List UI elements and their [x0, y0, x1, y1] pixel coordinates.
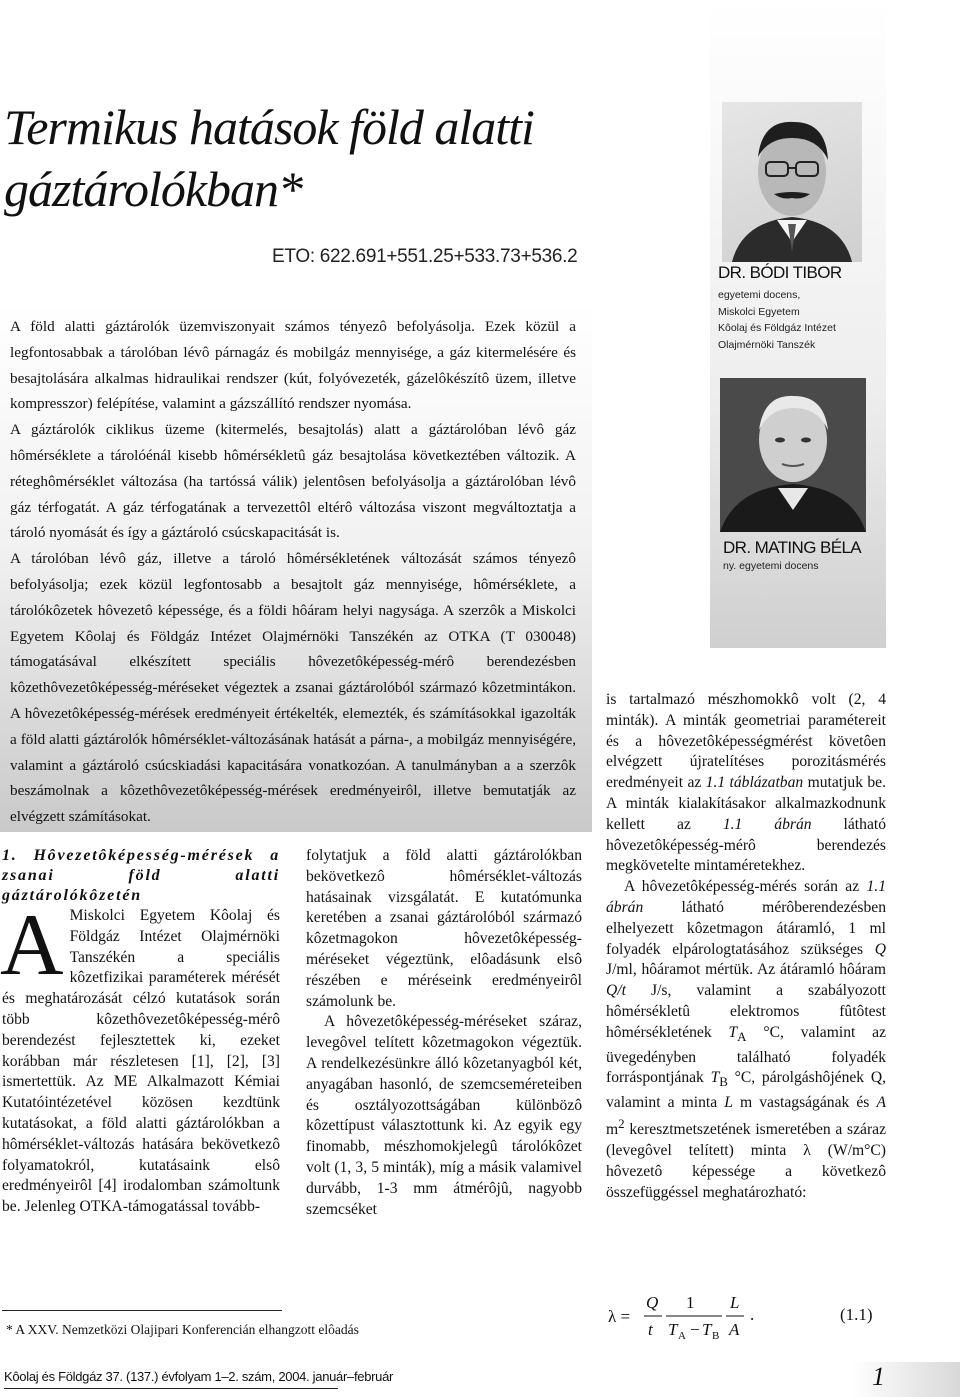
drop-cap: A — [0, 897, 64, 994]
formula-1-1 — [606, 1290, 886, 1344]
abstract-paragraph-2: A gáztárolók ciklikus üzeme (kitermelés, besajtolás) alatt a gáztárolóban lévô gáz hômérséklete a tárolóénál kisebb hômérsékletû gáz besajtolása következtében változik. A réteghômérséklet változása (ha tartóssá válik) jelentôsen befolyásolja a gáztárolóban lévô gáz térfogatát. A gáz térfogatának a tervezettôl eltérô változása viszont megváltoztatja a tároló nyomását és így a gáztároló csúcskapacitását is. — [10, 421, 576, 542]
eto-code: ETO: 622.691+551.25+533.73+536.2 — [272, 246, 578, 267]
figure-reference: 1.1 ábrán — [722, 815, 812, 833]
text-run: látható hôvezetôképesség-mérô berendezés megkövetelte mintaméretekhez. — [606, 815, 886, 875]
author-photo-bodi — [722, 102, 862, 262]
column-2-paragraph-1: folytatjuk a föld alatti gáztárolókban bekövetkezô hômérséklet-változás hatásainak vizsgálatát. E kutatómunka keretében a zsanai gáztárolóból származó kôzetmagokon hôvezetôképesség-méréseket végeztünk, elôadásunk elsô részében e méréseink eredményeirôl számolunk be. — [306, 847, 582, 1010]
page-number: 1 — [872, 1362, 885, 1391]
text-run: mutatjuk be. A minták kialakításakor alkalmazkodnunk kellett az — [606, 774, 886, 833]
table-reference: 1.1 táblázatban — [705, 774, 804, 792]
author-1-title: egyetemi docens, — [718, 289, 801, 301]
symbol-tb-sub: B — [719, 1074, 728, 1090]
author-1-institute: Kôolaj és Földgáz Intézet — [718, 322, 836, 334]
text-run: °C, valamint az üvegedényben található folyadék forráspontjának — [606, 1023, 886, 1087]
formula-minus: − — [690, 1320, 700, 1339]
footnote-divider — [2, 1310, 282, 1311]
portrait-illustration-1 — [722, 102, 862, 262]
symbol-q-per-t: Q/t — [606, 982, 626, 1000]
symbol-tb: T — [710, 1069, 720, 1087]
formula-dot: . — [750, 1305, 755, 1324]
text-run: A hôvezetôképesség-mérés során az — [624, 878, 867, 896]
symbol-l: L — [724, 1094, 733, 1112]
column-1-text: Miskolci Egyetem Kôolaj és Földgáz Intézet Olajmérnöki Tanszékén a speciális kôzetfizikai paraméterek mérését és meghatározását célzó kutatások során több kôzethôvezetôképesség-mérô berendezést fejlesztettek ki, ezeket korábban már részletesen [1], [2], [3] ismertettük. Az ME Alkalmazott Kémiai Kutatóintézetével közösen kezdtünk kutatásokat, a föld alatti gáztárolókban a hômérséklet-változás hatására bekövetkezô folyamatokról, kutatásaink elsô eredményeirôl [4] irodalomban számoltunk be. Jelenleg OTKA-támogatással tovább- — [2, 907, 280, 1216]
title-line-2: gáztárolókban* — [4, 161, 303, 217]
footnote: * A XXV. Nemzetközi Olajipari Konferencián elhangzott elôadás — [6, 1322, 359, 1337]
footer-divider — [4, 1388, 338, 1389]
abstract — [10, 314, 576, 830]
page-number-bar — [852, 1362, 960, 1397]
body-column-3 — [606, 690, 886, 1204]
text-run: J/ml, hôáramot mértük. Az átáramló hôáram — [606, 961, 886, 979]
formula-l: L — [730, 1293, 740, 1312]
formula-tb: T — [702, 1320, 712, 1339]
figure-reference: 1.1 ábrán — [606, 878, 886, 916]
symbol-ta: T — [728, 1023, 738, 1041]
column-3-paragraph-2 — [606, 877, 886, 1203]
text-run: látható mérôberendezésben elhelyezett kôzetmagon átáramló, 1 ml folyadék elpárologtatásához szükséges — [606, 898, 886, 958]
author-1-university: Miskolci Egyetem — [718, 305, 800, 318]
author-1-department: Olajmérnöki Tanszék — [718, 338, 816, 351]
formula-number: (1.1) — [840, 1305, 873, 1324]
author-affiliation-1 — [718, 287, 878, 353]
title-line-1: Termikus hatások föld alatti — [4, 99, 534, 155]
formula-ta-sub: A — [678, 1330, 686, 1342]
author-affiliation-2: ny. egyetemi docens — [723, 560, 819, 572]
abstract-paragraph-3: A tárolóban lévô gáz, illetve a tároló hômérsékletének változását számos tényezô befolyásolja; ezek közül legfontosabb a besajtolt gáz mennyisége, hômérséklete, a tárolókôzetek hôvezetô képessége, és a földi hôáram helyi nagysága. A szerzôk a Miskolci Egyetem Kôolaj és Földgáz Intézet Olajmérnöki Tanszékén az OTKA (T 030048) támogatásával elkészített speciális hôvezetôképesség-mérô berendezésben kôzethôvezetôképesség-méréseket végeztek a zsanai gáztárolóból származó kôzetmintákon. A hôvezetôképesség-mérések eredményeit értékelték, elemezték, és számításokkal igazolták a föld alatti gáztárolók hômérséklet-változásának hatását a párna-, a mobilgáz mennyiségére, valamint a gáztároló csúcskiadási kapacitására vonatkozóan. A tanulmányban a a szerzôk beszámolnak a kôzethôvezetôképesség-mérések eredményeirôl, illetve bemutatják az elvégzett számításokat. — [10, 550, 576, 826]
author-photo-mating — [720, 378, 866, 532]
symbol-a: A — [876, 1094, 886, 1112]
formula-t: t — [648, 1320, 653, 1339]
symbol-ta-sub: A — [737, 1028, 747, 1044]
formula-q: Q — [646, 1293, 659, 1312]
article-title — [4, 96, 624, 220]
text-run: is tartalmazó mészhomokkô volt (2, 4 minták). A minták geometriai paramétereit és a hôvezetôképességmérést követôen elvégzett újratelítéses porozitásmérés eredményeit az — [606, 691, 886, 792]
column-1-paragraph — [0, 897, 280, 1218]
text-run: °C, párolgáshôjének Q, valamint a minta — [606, 1069, 886, 1112]
author-name-2: DR. MATING BÉLA — [723, 538, 862, 557]
text-run: keresztmetszetének ismeretében a száraz (levegôvel telített) minta λ (W/m°C) hôvezetô képessége a következô összefüggéssel meghatározható: — [606, 1121, 886, 1201]
body-column-2 — [306, 846, 582, 1220]
column-3-paragraph-1 — [606, 690, 886, 877]
formula-graphic — [606, 1290, 886, 1344]
formula-one: 1 — [686, 1293, 695, 1312]
body-column-1 — [2, 846, 280, 1218]
superscript-2: 2 — [618, 1116, 625, 1132]
section-heading: 1. Hôvezetôképesség-mérések a zsanai föld alatti gáztárolókôzetén — [2, 847, 280, 904]
text-run: m vastagságának és — [732, 1094, 877, 1112]
portrait-illustration-2 — [720, 378, 866, 532]
author-name-1: DR. BÓDI TIBOR — [718, 263, 842, 282]
formula-tb-sub: B — [712, 1330, 720, 1342]
column-2-paragraph-2: A hôvezetôképesség-méréseket száraz, levegôvel telített kôzetmagokon végeztük. A rendelkezésünkre álló kôzetanyagból két, anyagában hasonló, de szemcseméreteiben és osztályozottságában különbözô kôzettípust választottunk ki. Az egyik egy finomabb, mészhomokjelegû tárolókôzet volt (1, 3, 5 minták), míg a másik valamivel durvább, 1-3 mm átmérôjû, nagyobb szemcséket — [306, 1013, 582, 1218]
abstract-paragraph-1: A föld alatti gáztárolók üzemviszonyait számos tényezô befolyásolja. Ezek közül a legfontosabbak a tárolóban lévô párnagáz és mobilgáz mennyisége, a gáz kitermelésére és besajtolására alkalmas hidraulikai rendszer (kút, folyóvezeték, gázelôkészítô üzem, illetve kompresszor) felépítése, valamint a gázszállító rendszer nyomása. — [10, 318, 576, 413]
text-run: J/s, valamint a szabályozott hômérsékletû elektromos fûtôtest hômérsékletének — [606, 982, 886, 1041]
journal-footer: Kôolaj és Földgáz 37. (137.) évfolyam 1–2. szám, 2004. január–február — [4, 1369, 394, 1384]
symbol-q: Q — [874, 940, 886, 958]
formula-lhs: λ = — [608, 1307, 631, 1326]
formula-ta: T — [668, 1320, 678, 1339]
formula-a: A — [729, 1320, 740, 1339]
text-run: m — [606, 1121, 619, 1139]
